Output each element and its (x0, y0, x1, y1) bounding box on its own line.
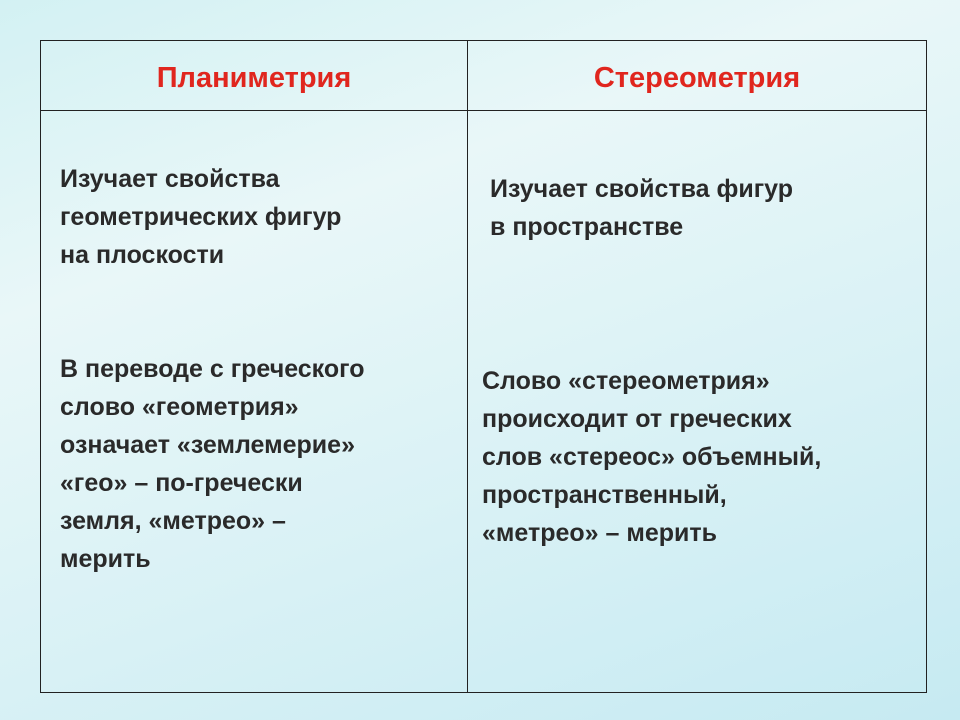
column-divider (467, 41, 468, 692)
planimetry-etymology: В переводе с греческого слово «геометрия» означает «землемерие» «гео» – по-гречески земля, «метрео» – мерить (60, 355, 365, 573)
stereometry-definition: Изучает свойства фигур в пространстве (490, 175, 793, 241)
planimetry-definition: Изучает свойства геометрических фигур на плоскости (60, 165, 342, 269)
stereometry-header: Стереометрия (593, 62, 801, 94)
stereometry-etymology: Слово «стереометрия» происходит от греческих слов «стереос» объемный, пространственный, «метрео» – мерить (482, 367, 822, 547)
planimetry-header: Планиметрия (156, 62, 352, 94)
header-divider (40, 110, 926, 111)
